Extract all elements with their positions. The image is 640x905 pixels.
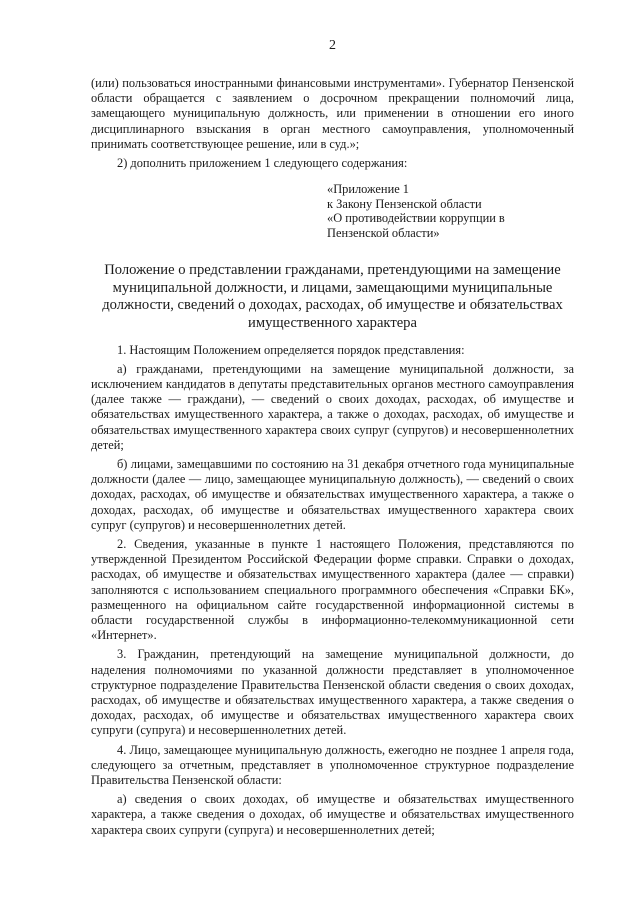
- appendix-header: [327, 182, 527, 240]
- clause-4a: а) сведения о своих доходах, об имуществе и обязательствах имущественного характера, а также сведения о доходах, об имуществе и обязательствах имущественного характера своих супруги (супруга) и несовершеннолетних детей;: [91, 792, 574, 837]
- amendment-item-2: 2) дополнить приложением 1 следующего содержания:: [117, 156, 408, 171]
- clause-1b: б) лицами, замещавшими по состоянию на 31 декабря отчетного года муниципальные должности (далее — лицо, замещающее муниципальную должность), — сведений о своих доходах, расходах, об имуществе и обязательствах имущественного характера, а также о доходах, расходах, об имуществе и обязательствах имущественного характера своих супруг (супругов) и несовершеннолетних детей.: [91, 457, 574, 532]
- appendix-line: к Закону Пензенской области: [327, 196, 482, 211]
- clause-1a: а) гражданами, претендующими на замещение муниципальной должности, за исключением кандидатов в депутаты представительных органов местного самоуправления (далее также — граждани), — сведений о своих доходах, расходах, об имуществе и обязательствах имущественного характера, а также о доходах, расходах, об имуществе и обязательствах имущественного характера своих супруг (супругов) и несовершеннолетних детей;: [91, 361, 574, 452]
- clause-1: 1. Настоящим Положением определяется порядок представления:: [117, 342, 465, 357]
- clause-3: 3. Гражданин, претендующий на замещение муниципальной должности, до наделения полномочиями по указанной должности представляет в уполномоченное структурное подразделение Правительства Пензенской области сведения о своих доходах, расходах, об имуществе и обязательствах имущественного характера, а также сведения о доходах, расходах, об имуществе и обязательствах имущественного характера своих супруги (супруга) и несовершеннолетних детей.: [91, 647, 574, 738]
- regulation-title: [79, 262, 586, 332]
- appendix-line: «Приложение 1: [327, 182, 409, 197]
- title-line: имущественного характера: [248, 315, 417, 331]
- page-number: 2: [329, 38, 336, 53]
- clause-2: 2. Сведения, указанные в пункте 1 настоящего Положения, представляются по утвержденной Президентом Российской Федерации форме справки. Справки о доходах, расходах, об имуществе и обязательствах имущественного характера (далее — справки) заполняются с использованием специального программного обеспечения «Справки БК», размещенного на официальном сайте государственной информационной системы в области государственной службы в информационно-телекоммуникационной сети «Интернет».: [91, 537, 574, 643]
- appendix-line: Пензенской области»: [327, 225, 440, 240]
- intro-paragraph: (или) пользоваться иностранными финансовыми инструментами». Губернатор Пензенской области обращается с заявлением о досрочном прекращении полномочий лица, замещающего муниципальную должность, или применении в отношении его иного дисциплинарного взыскания в орган местного самоуправления, уполномоченный принимать соответствующее решение, или в суд.»;: [91, 76, 574, 151]
- title-line: муниципальной должности, и лицами, замещающими муниципальные: [112, 279, 553, 296]
- title-line: Положение о представлении гражданами, претендующими на замещение: [104, 262, 561, 279]
- title-line: должности, сведений о доходах, расходах, об имуществе и обязательствах: [102, 297, 563, 314]
- clause-4: 4. Лицо, замещающее муниципальную должность, ежегодно не позднее 1 апреля года, следующего за отчетным, представляет в уполномоченное структурное подразделение Правительства Пензенской области:: [91, 742, 574, 788]
- appendix-line: «О противодействии коррупции в: [327, 211, 505, 226]
